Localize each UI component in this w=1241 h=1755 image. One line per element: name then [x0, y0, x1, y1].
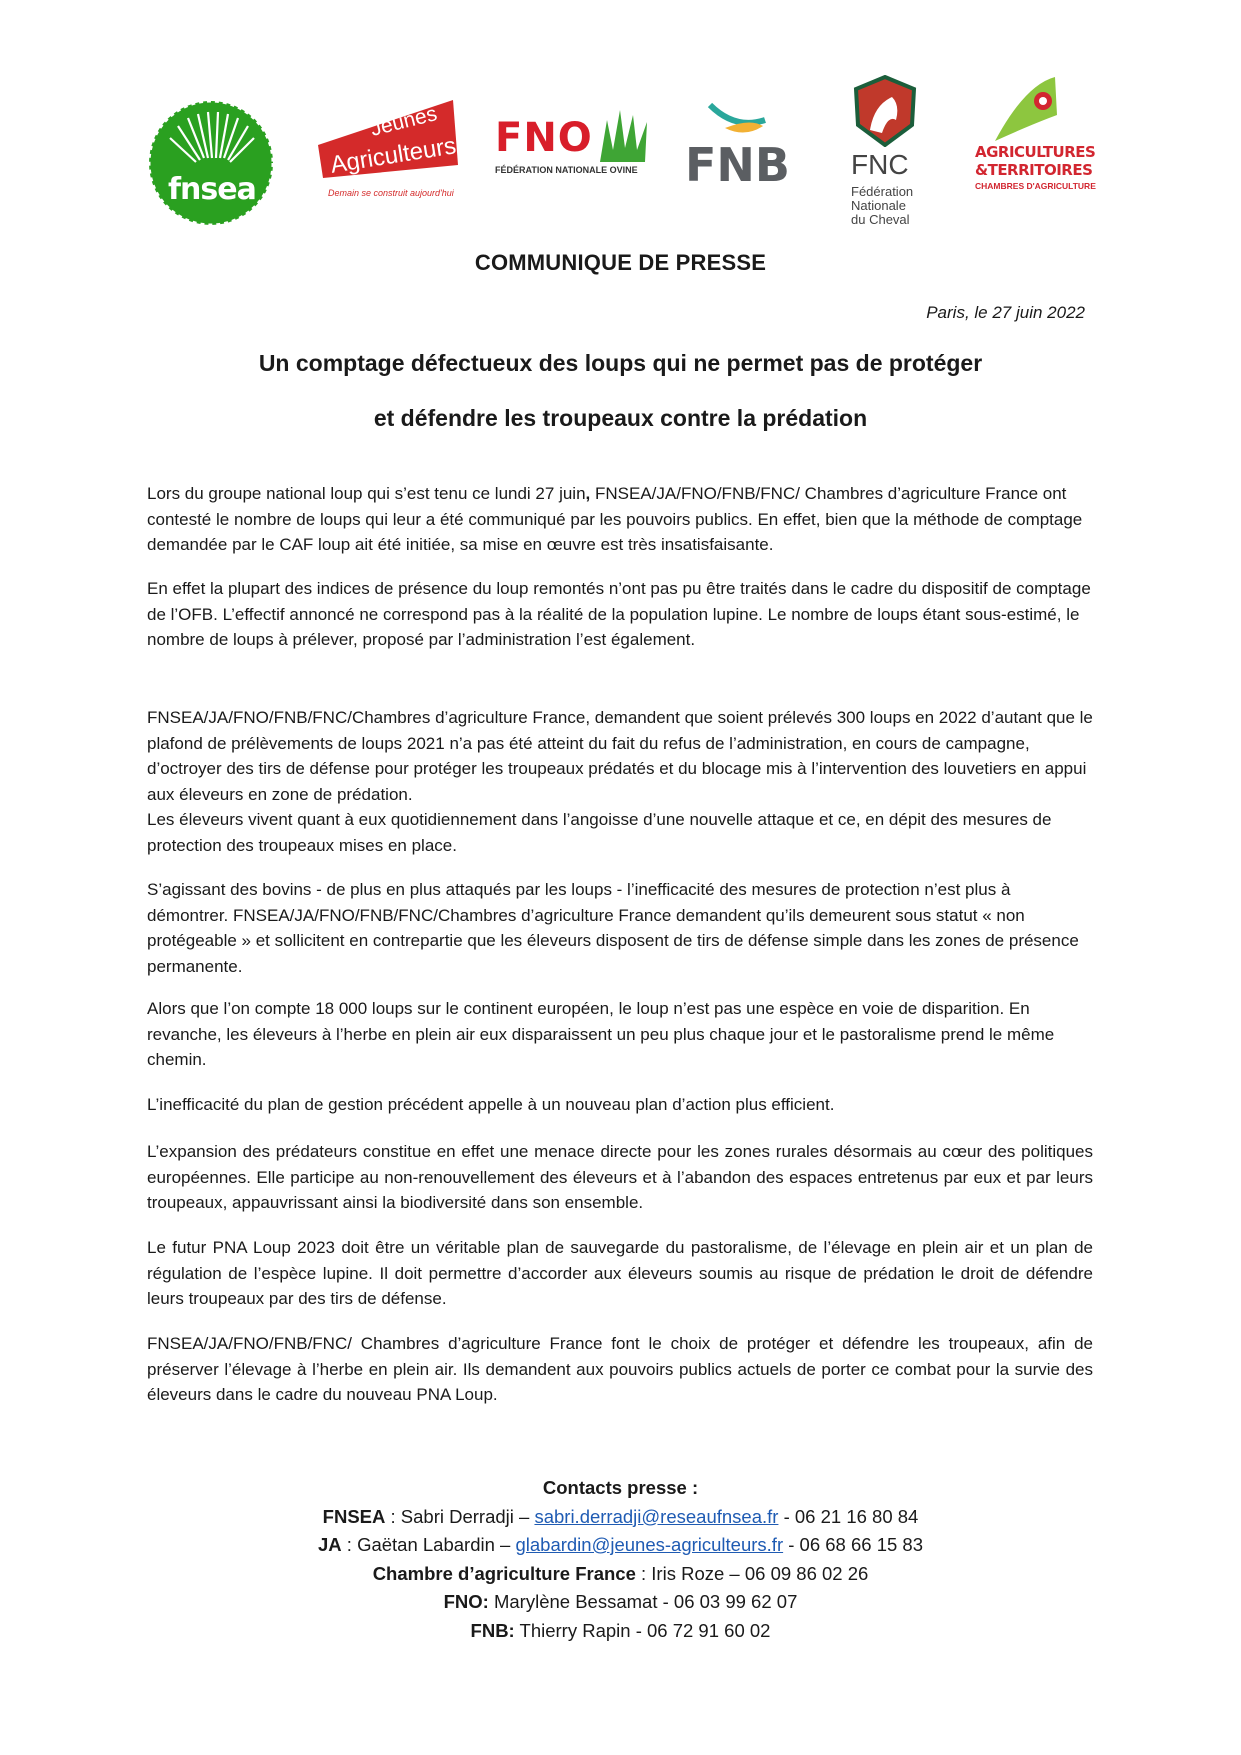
- fnsea-emblem-icon: [148, 100, 274, 226]
- p8-text: Le futur PNA Loup 2023 doit être un véritable plan de sauvegarde du pastoralisme, de l’élevage en plein air et un plan de régulation de l’espèce lupine. Il doit permettre d’accorder aux éleveurs soumis au risque de prédation le droit de défendre leurs troupeaux par des tirs de défense.: [147, 1238, 1093, 1308]
- paragraph-4: [147, 877, 1093, 979]
- paragraph-6: [147, 1092, 1093, 1118]
- fnc-sub2: Nationale: [851, 198, 906, 213]
- contact-ja: [0, 1531, 1241, 1560]
- p6-text: L’inefficacité du plan de gestion précédent appelle à un nouveau plan d’action plus efficient.: [147, 1095, 835, 1114]
- agri-line2: &TERRITOIRES: [975, 161, 1093, 179]
- contact-fnsea-name: Sabri Derradji –: [400, 1505, 535, 1527]
- ja-line1: Jeunes: [368, 102, 440, 141]
- fnsea-logo-text: fnsea: [168, 172, 256, 207]
- contact-fno: [0, 1588, 1241, 1617]
- paragraph-9: [147, 1331, 1093, 1408]
- contacts-title: Contacts presse :: [542, 1477, 699, 1498]
- release-date: Paris, le 27 juin 2022: [926, 303, 1085, 322]
- p5-text: Alors que l’on compte 18 000 loups sur le continent européen, le loup n’est pas une espèce en voie de disparition. En revanche, les éleveurs à l’herbe en plein air eux disparaissent un peu plus chaque jour et le pastoralisme prend le même chemin.: [147, 999, 1055, 1069]
- fnc-sub3: du Cheval: [851, 212, 910, 227]
- p4-text: S’agissant des bovins - de plus en plus attaqués par les loups - l’inefficacité des mesures de protection n’est plus à démontrer. FNSEA/JA/FNO/FNB/FNC/Chambres d’agriculture France demandent qu’ils demeurent sous statut « non protégeable » et sollicitent en contrepartie que les éleveurs disposent de tirs de défense simple dans les zones de présence permanente.: [147, 880, 1079, 976]
- p9-text: FNSEA/JA/FNO/FNB/FNC/ Chambres d’agriculture France font le choix de protéger et défendre les troupeaux, afin de préserver l’élevage à l’herbe en plein air. Ils demandent aux pouvoirs publics actuels de porter ce combat pour la survie des éleveurs dans le cadre du nouveau PNA Loup.: [147, 1334, 1093, 1404]
- contact-chambre: [0, 1560, 1241, 1589]
- contact-chambre-label: Chambre d’agriculture France: [372, 1562, 636, 1584]
- contact-ja-email-link[interactable]: glabardin@jeunes-agriculteurs.fr: [515, 1534, 784, 1555]
- p2-text: En effet la plupart des indices de présence du loup remontés n’ont pas pu être traités dans le cadre du dispositif de comptage de l’OFB. L’effectif annoncé ne correspond pas à la réalité de la population lupine. Le nombre de loups étant sous-estimé, le nombre de loups à prélever, proposé par l’administration l’est également.: [147, 579, 1091, 649]
- p1-rest: FNSEA/JA/FNO/FNB/FNC/ Chambres d’agriculture France ont contesté le nombre de loups qui leur a été communiqué par les pouvoirs publics. En effet, bien que la méthode de comptage demandée par le CAF loup ait été initiée, sa mise en œuvre est très insatisfaisante.: [147, 484, 1083, 554]
- contact-ja-sep: :: [341, 1534, 358, 1555]
- agricultures-territoires-logo: [975, 75, 1110, 205]
- agri-line3: CHAMBRES D'AGRICULTURE: [975, 181, 1096, 191]
- contact-fnsea-label: FNSEA: [322, 1505, 386, 1527]
- fnc-sub1: Fédération: [851, 184, 914, 199]
- fno-logo-text: FNO: [495, 115, 593, 161]
- ja-line2: Agriculteurs: [328, 132, 458, 179]
- horse-shield-icon: [852, 75, 918, 147]
- p3b-text: Les éleveurs vivent quant à eux quotidiennement dans l’angoisse d’une nouvelle attaque et ce, en dépit des mesures de protection des troupeaux mises en place.: [147, 810, 1052, 855]
- jeunes-agriculteurs-logo: [308, 90, 468, 210]
- contact-chambre-rest: : Iris Roze – 06 09 86 02 26: [635, 1562, 869, 1584]
- contact-fno-label: FNO:: [443, 1591, 489, 1612]
- agri-leaf-icon: [985, 75, 1065, 145]
- p3-text: FNSEA/JA/FNO/FNB/FNC/Chambres d’agriculture France, demandent que soient prélevés 300 loups en 2022 d’autant que le plafond de prélèvements de loups 2021 n’a pas été atteint du fait du refus de l’administration, en cours de campagne, d’octroyer des tirs de défense pour protéger les troupeaux prédatés et du blocage mis à l’intervention des louvetiers en appui aux éleveurs en zone de prédation.: [147, 708, 1093, 804]
- paragraph-5: [147, 996, 1093, 1073]
- fno-subtitle: FÉDÉRATION NATIONALE OVINE: [495, 165, 638, 175]
- fnb-logo-text: FNB: [685, 138, 790, 192]
- contact-fnb-label: FNB:: [470, 1619, 515, 1641]
- contact-fnb-rest: Thierry Rapin - 06 72 91 60 02: [514, 1619, 771, 1641]
- contact-fnb: [0, 1617, 1241, 1646]
- agri-line1: AGRICULTURES: [975, 143, 1096, 161]
- fnc-logo: [845, 75, 925, 235]
- contact-fnsea-phone: - 06 21 16 80 84: [778, 1505, 919, 1527]
- paragraph-1: [147, 481, 1093, 558]
- fno-logo: [495, 115, 665, 185]
- headline-line1: Un comptage défectueux des loups qui ne permet pas de protéger: [258, 350, 983, 376]
- contact-ja-name: Gaëtan Labardin –: [357, 1534, 516, 1555]
- contact-fnsea-email-link[interactable]: sabri.derradji@reseaufnsea.fr: [534, 1505, 779, 1527]
- paragraph-3: [147, 705, 1093, 858]
- paragraph-7: [147, 1139, 1093, 1216]
- contact-fnsea-sep: :: [385, 1505, 401, 1527]
- press-contacts: [0, 1474, 1241, 1645]
- contact-ja-label: JA: [317, 1534, 342, 1555]
- fnc-logo-text: FNC: [851, 149, 909, 180]
- contact-ja-phone: - 06 68 66 15 83: [783, 1534, 923, 1555]
- headline-line2: et défendre les troupeaux contre la prédation: [373, 405, 868, 431]
- fnsea-logo: [148, 100, 274, 226]
- fnb-logo: [685, 100, 805, 200]
- paragraph-8: [147, 1235, 1093, 1312]
- p1-comma: ,: [585, 484, 591, 503]
- grass-icon: [595, 110, 655, 165]
- press-release-title: COMMUNIQUE DE PRESSE: [474, 250, 767, 275]
- contact-fnsea: [0, 1503, 1241, 1532]
- ja-tagline: Demain se construit aujourd'hui: [328, 188, 454, 198]
- p7-text: L’expansion des prédateurs constitue en effet une menace directe pour les zones rurales désormais au cœur des politiques européennes. Elle participe au non-renouvellement des éleveurs et à l’abandon des espaces entretenus par eux et par leurs troupeaux, appauvrissant ainsi la biodiversité dans son ensemble.: [147, 1142, 1093, 1212]
- contact-fno-rest: Marylène Bessamat - 06 03 99 62 07: [488, 1591, 798, 1612]
- fnb-emblem-icon: [705, 100, 785, 140]
- paragraph-2: [147, 576, 1093, 653]
- p1-start: Lors du groupe national loup qui s’est tenu ce lundi 27 juin: [147, 484, 586, 503]
- logos-row: [140, 70, 1100, 240]
